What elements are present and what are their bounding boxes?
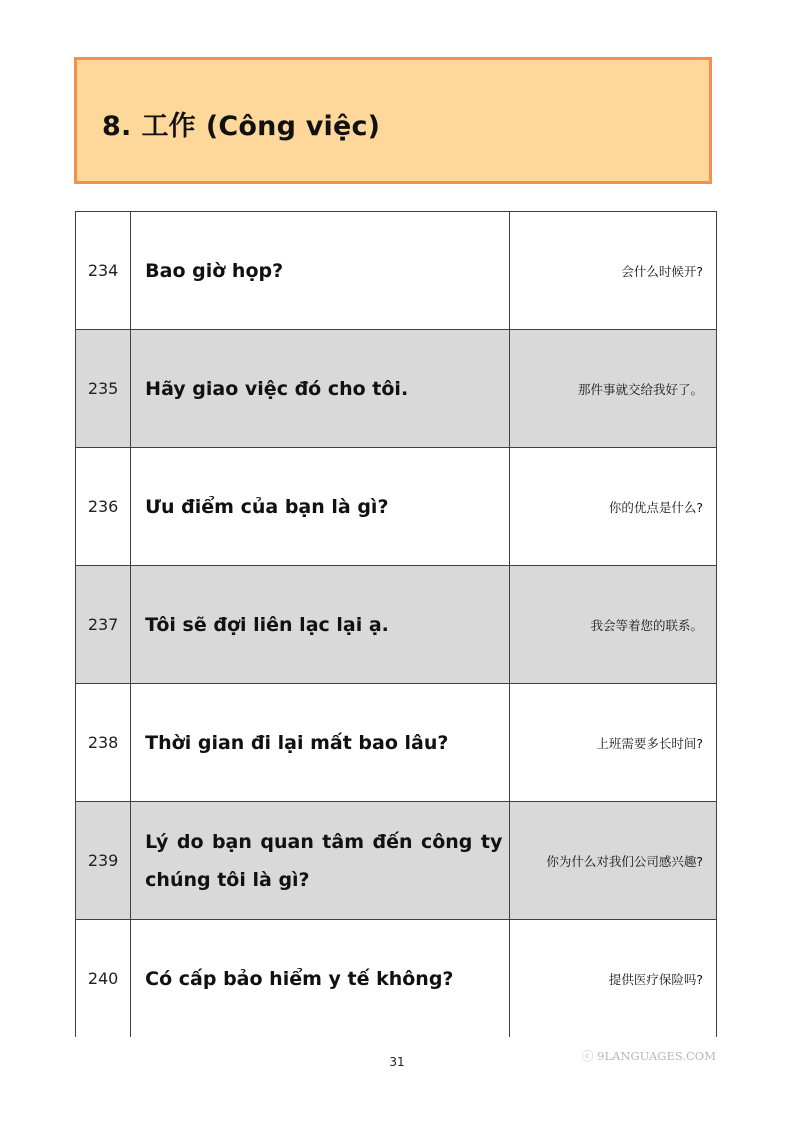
chinese-phrase: 你为什么对我们公司感兴趣? <box>510 802 717 920</box>
page-number: 31 <box>389 1055 405 1069</box>
vietnamese-phrase: Lý do bạn quan tâm đến công ty chúng tôi là gì? <box>131 802 510 920</box>
chinese-phrase: 你的优点是什么? <box>510 448 717 566</box>
phrase-table <box>75 211 717 1037</box>
table-row <box>76 330 717 448</box>
section-title-vietnamese: (Công việc) <box>205 111 381 142</box>
table-row <box>76 920 717 1038</box>
section-title <box>102 104 380 143</box>
phrase-number: 237 <box>76 566 131 684</box>
table-row <box>76 802 717 920</box>
chinese-phrase: 那件事就交给我好了。 <box>510 330 717 448</box>
vietnamese-phrase: Có cấp bảo hiểm y tế không? <box>131 920 510 1038</box>
phrase-number: 238 <box>76 684 131 802</box>
phrase-number: 240 <box>76 920 131 1038</box>
chinese-phrase: 会什么时候开? <box>510 212 717 330</box>
phrase-number: 234 <box>76 212 131 330</box>
watermark: ⓒ 9LANGUAGES.COM <box>581 1049 716 1063</box>
vietnamese-phrase: Tôi sẽ đợi liên lạc lại ạ. <box>131 566 510 684</box>
vietnamese-phrase: Bao giờ họp? <box>131 212 510 330</box>
phrase-number: 239 <box>76 802 131 920</box>
vietnamese-phrase: Hãy giao việc đó cho tôi. <box>131 330 510 448</box>
table-row <box>76 448 717 566</box>
vietnamese-phrase: Ưu điểm của bạn là gì? <box>131 448 510 566</box>
vietnamese-phrase: Thời gian đi lại mất bao lâu? <box>131 684 510 802</box>
section-number: 8. <box>102 111 132 142</box>
chinese-phrase: 我会等着您的联系。 <box>510 566 717 684</box>
phrase-number: 236 <box>76 448 131 566</box>
chinese-phrase: 上班需要多长时间? <box>510 684 717 802</box>
chinese-phrase: 提供医疗保险吗? <box>510 920 717 1038</box>
table-row <box>76 566 717 684</box>
phrase-number: 235 <box>76 330 131 448</box>
section-title-chinese: 工作 <box>141 111 196 142</box>
table-row <box>76 684 717 802</box>
table-row <box>76 212 717 330</box>
section-header <box>74 57 712 184</box>
